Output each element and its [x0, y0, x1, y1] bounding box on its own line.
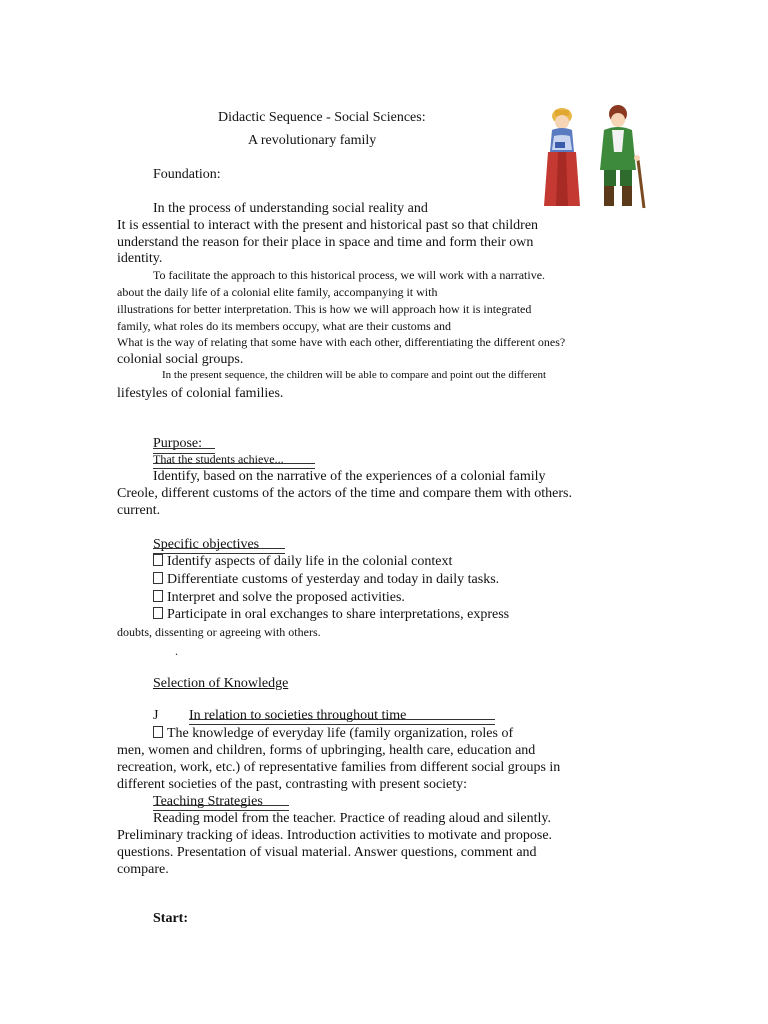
knowledge-item [153, 725, 513, 742]
paragraph-line: family, what roles do its members occupy, what are their customs and [117, 319, 452, 333]
paragraph-line: Creole, different customs of the actors of the time and compare them with others. [117, 486, 572, 501]
paragraph-line: In the process of understanding social reality and [153, 201, 428, 216]
paragraph-line: To facilitate the approach to this historical process, we will work with a narrative. [153, 268, 546, 282]
document-subtitle: A revolutionary family [248, 133, 377, 148]
bullet-box-icon [153, 590, 163, 602]
paragraph-line: In the present sequence, the children will be able to compare and point out the different [162, 369, 547, 381]
bullet-box-icon [153, 572, 163, 584]
paragraph-line: about the daily life of a colonial elite family, accompanying it with [117, 285, 438, 299]
paragraph-line: identity. [117, 251, 163, 266]
teaching-heading: Teaching Strategies [153, 794, 263, 809]
paragraph-line: recreation, work, etc.) of representative families from different social groups in [117, 760, 561, 775]
objectives-heading: Specific objectives [153, 537, 260, 552]
objective-text: Participate in oral exchanges to share interpretations, express [167, 607, 510, 622]
objective-item [153, 606, 509, 623]
knowledge-subheading: In relation to societies throughout time [189, 708, 407, 723]
paragraph-line: doubts, dissenting or agreeing with others. [117, 625, 321, 639]
bullet-box-icon [153, 726, 163, 738]
paragraph-line: understand the reason for their place in space and time and form their own [117, 235, 534, 250]
colonial-couple-illustration-icon [540, 100, 650, 212]
paragraph-line: It is essential to interact with the present and historical past so that children [117, 218, 539, 233]
foundation-heading: Foundation: [153, 167, 221, 182]
purpose-subheading: That the students achieve... [153, 452, 284, 466]
knowledge-text: The knowledge of everyday life (family organization, roles of [167, 726, 514, 741]
knowledge-bullet: J [153, 708, 159, 723]
bullet-box-icon [153, 607, 163, 619]
knowledge-heading: Selection of Knowledge [153, 676, 289, 691]
paragraph-line: compare. [117, 862, 169, 877]
objective-text: Interpret and solve the proposed activities. [167, 590, 405, 605]
paragraph-line: different societies of the past, contrasting with present society: [117, 777, 468, 792]
paragraph-line: men, women and children, forms of upbringing, health care, education and [117, 743, 536, 758]
paragraph-line: current. [117, 503, 161, 518]
stray-dot: . [175, 644, 178, 658]
objective-item [153, 571, 499, 588]
paragraph-line: lifestyles of colonial families. [117, 386, 284, 401]
paragraph-line: Reading model from the teacher. Practice of reading aloud and silently. [153, 811, 551, 826]
paragraph-line: colonial social groups. [117, 352, 244, 367]
bullet-box-icon [153, 554, 163, 566]
objective-text: Differentiate customs of yesterday and today in daily tasks. [167, 572, 500, 587]
paragraph-line: illustrations for better interpretation. This is how we will approach how it is integrated [117, 302, 532, 316]
objective-text: Identify aspects of daily life in the colonial context [167, 554, 453, 569]
start-heading: Start: [153, 911, 188, 926]
objective-item [153, 589, 405, 606]
objective-item [153, 553, 452, 570]
document-title: Didactic Sequence - Social Sciences: [218, 110, 426, 125]
paragraph-line: Identify, based on the narrative of the experiences of a colonial family [153, 469, 546, 484]
paragraph-line: Preliminary tracking of ideas. Introduction activities to motivate and propose. [117, 828, 553, 843]
paragraph-line: questions. Presentation of visual material. Answer questions, comment and [117, 845, 537, 860]
purpose-heading: Purpose: [153, 436, 202, 451]
paragraph-line: What is the way of relating that some have with each other, differentiating the different ones? [117, 335, 566, 349]
